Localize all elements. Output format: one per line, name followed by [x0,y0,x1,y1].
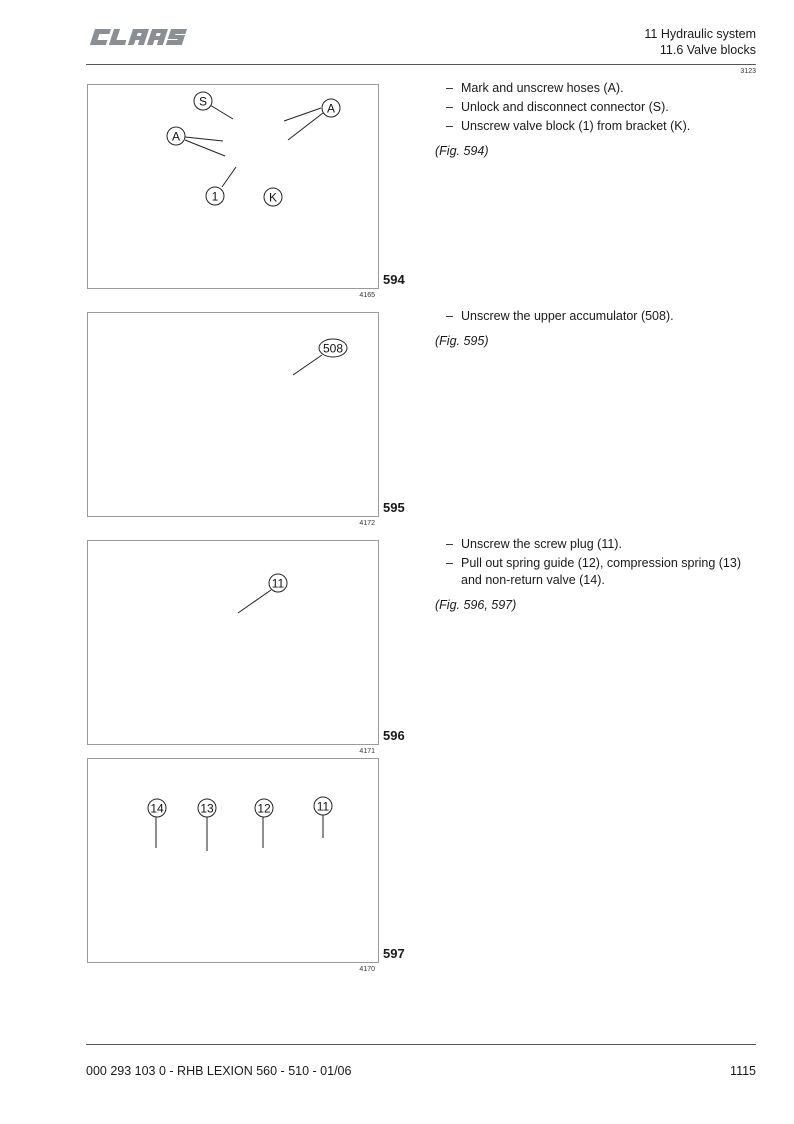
chapter-title: 11 Hydraulic system [644,27,756,41]
callout-bubble [198,799,216,817]
callout-label: 12 [257,801,271,816]
figure-595-instructions [435,308,764,350]
leader-line [293,355,322,375]
callout-bubble [148,799,166,817]
instruction-step: – Unscrew the upper accumulator (508). [444,308,764,325]
figure-594-instructions [435,80,764,160]
leader-line [288,113,323,140]
figure-reference: (Fig. 595) [435,334,489,348]
instruction-step: – Mark and unscrew hoses (A). [444,80,764,97]
callout-label: A [171,129,181,144]
callout-bubble [167,127,185,145]
figure-595-callouts [88,313,378,516]
instruction-step: – Pull out spring guide (12), compression spring (13) and non-return valve (14). [444,555,764,589]
instruction-step: – Unlock and disconnect connector (S). [444,99,764,116]
callout-label: S [198,94,208,109]
figure-image-code: 4165 [359,292,375,299]
callout-label: 11 [271,576,285,591]
callout-bubble [322,99,340,117]
callout-bubble [269,574,287,592]
claas-logo [86,26,190,48]
figure-597-image [87,758,379,963]
leader-line [185,137,223,141]
section-title: 11.6 Valve blocks [659,43,756,57]
figure-image-code: 4172 [359,520,375,527]
instruction-step: – Unscrew the screw plug (11). [444,536,764,553]
figure-596-instructions [435,536,764,614]
figure-number: 597 [383,946,405,961]
figure-number: 595 [383,500,405,515]
callout-bubble [206,187,224,205]
footer-document-reference: 000 293 103 0 - RHB LEXION 560 - 510 - 01/06 [86,1064,352,1078]
figure-number: 594 [383,272,405,287]
leader-line [222,167,236,187]
document-code: 3123 [740,68,756,75]
figure-594-image [87,84,379,289]
leader-line [238,590,271,613]
leader-line [185,140,225,156]
page-number: 1115 [730,1064,756,1078]
callout-bubble [194,92,212,110]
callout-bubble [264,188,282,206]
figure-image-code: 4171 [359,748,375,755]
callout-label: 13 [200,801,214,816]
figure-image-code: 4170 [359,966,375,973]
header-divider [86,64,756,65]
footer-divider [86,1044,756,1045]
callout-label: 508 [322,341,344,356]
figure-596-image [87,540,379,745]
callout-label: 1 [211,189,219,204]
callout-bubble [319,339,347,357]
figure-595-image [87,312,379,517]
callout-bubble [255,799,273,817]
callout-label: A [326,101,336,116]
figure-594-callouts [88,85,378,288]
figure-number: 596 [383,728,405,743]
callout-bubble [314,797,332,815]
callout-label: 11 [316,799,330,814]
figure-reference: (Fig. 596, 597) [435,598,517,612]
callout-label: K [268,190,278,205]
instruction-step: – Unscrew valve block (1) from bracket (K). [444,118,764,135]
figure-reference: (Fig. 594) [435,144,489,158]
leader-line [210,105,233,119]
figure-597-callouts [88,759,378,962]
callout-label: 14 [150,801,164,816]
figure-596-callouts [88,541,378,744]
